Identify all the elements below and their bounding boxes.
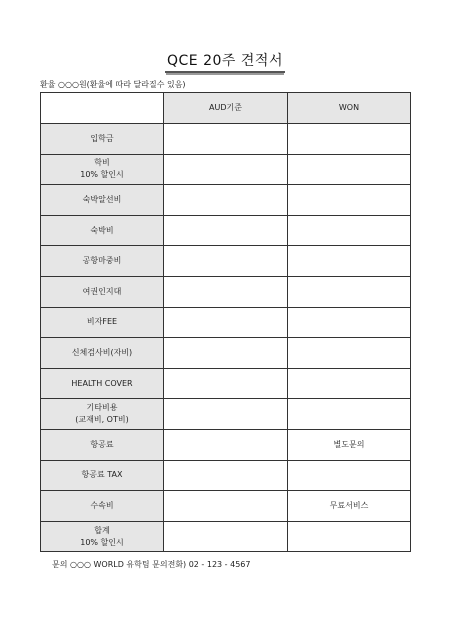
exchange-rate-note: 환율 ○○○원(환율에 따라 달라질수 있음): [40, 80, 186, 89]
row-label-cell: 항공료 TAX: [41, 460, 164, 491]
row-label-cell: 숙박알선비: [41, 185, 164, 216]
won-value-cell: [288, 521, 411, 552]
table-row: [41, 491, 411, 522]
won-value-cell: [288, 215, 411, 246]
won-value-cell: [288, 307, 411, 338]
table-row: [41, 429, 411, 460]
row-label-cell: 학비 10% 할인시: [41, 154, 164, 185]
row-label-cell: 기타비용 (교재비, OT비): [41, 399, 164, 430]
table-row: [41, 154, 411, 185]
row-label-cell: 여권인지대: [41, 276, 164, 307]
won-value-cell: [288, 368, 411, 399]
row-label-cell: 숙박비: [41, 215, 164, 246]
title-container: [0, 50, 450, 73]
quote-table: [40, 92, 411, 552]
won-value-cell: [288, 185, 411, 216]
won-value-cell: 별도문의: [288, 429, 411, 460]
row-label-cell: 공항마중비: [41, 246, 164, 277]
page-title: QCE 20주 견적서: [165, 50, 285, 73]
aud-value-cell: [164, 276, 288, 307]
won-value-cell: [288, 246, 411, 277]
aud-value-cell: [164, 124, 288, 155]
won-value-cell: [288, 154, 411, 185]
table-header-row: [41, 93, 411, 124]
aud-value-cell: [164, 215, 288, 246]
aud-value-cell: [164, 185, 288, 216]
won-value-cell: [288, 338, 411, 369]
row-label-cell: 합계 10% 할인시: [41, 521, 164, 552]
aud-value-cell: [164, 338, 288, 369]
table-row: [41, 338, 411, 369]
aud-value-cell: [164, 307, 288, 338]
aud-value-cell: [164, 521, 288, 552]
row-label-cell: 항공료: [41, 429, 164, 460]
contact-info: 문의 ○○○ WORLD 유학팀 문의전화) 02 - 123 - 4567: [52, 560, 251, 569]
table-row: [41, 185, 411, 216]
table-row: [41, 246, 411, 277]
aud-value-cell: [164, 399, 288, 430]
won-value-cell: [288, 399, 411, 430]
quote-table-body: [41, 124, 411, 552]
won-value-cell: [288, 276, 411, 307]
column-header-won: WON: [288, 93, 411, 124]
row-label-cell: 수속비: [41, 491, 164, 522]
table-row: [41, 460, 411, 491]
aud-value-cell: [164, 368, 288, 399]
aud-value-cell: [164, 154, 288, 185]
table-row: [41, 215, 411, 246]
header-corner-cell: [41, 93, 164, 124]
table-row: [41, 521, 411, 552]
column-header-aud: AUD기준: [164, 93, 288, 124]
table-row: [41, 276, 411, 307]
table-row: [41, 307, 411, 338]
aud-value-cell: [164, 246, 288, 277]
table-row: [41, 368, 411, 399]
aud-value-cell: [164, 429, 288, 460]
won-value-cell: [288, 460, 411, 491]
won-value-cell: [288, 124, 411, 155]
table-row: [41, 124, 411, 155]
row-label-cell: 비자FEE: [41, 307, 164, 338]
row-label-cell: 입학금: [41, 124, 164, 155]
aud-value-cell: [164, 491, 288, 522]
row-label-cell: 신체검사비(자비): [41, 338, 164, 369]
aud-value-cell: [164, 460, 288, 491]
table-row: [41, 399, 411, 430]
won-value-cell: 무료서비스: [288, 491, 411, 522]
row-label-cell: HEALTH COVER: [41, 368, 164, 399]
